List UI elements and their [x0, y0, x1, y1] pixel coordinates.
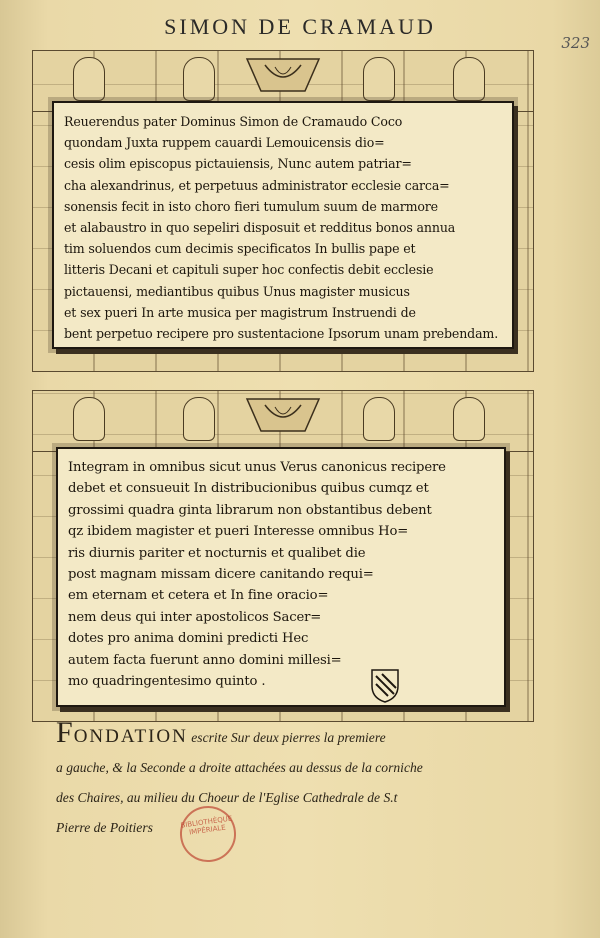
inscription-plaque-bottom: [56, 447, 506, 707]
inscription-line: sonensis fecit in isto choro fieri tumulum suum de marmore: [64, 198, 438, 214]
inscription-line: et alabaustro in quo sepeliri disposuit et redditus bonos annua: [64, 220, 456, 236]
caption-line: des Chaires, au milieu du Choeur de l'Eglise Cathedrale de S.t: [56, 790, 398, 805]
inscription-line: post magnam missam dicere canitando requi=: [68, 567, 374, 583]
page-title: SIMON DE CRAMAUD: [164, 14, 436, 39]
caption-dropcap: F: [56, 716, 74, 749]
scroll-ornament-icon: [453, 57, 485, 101]
caption: [56, 718, 526, 843]
inscription-line: nem deus qui inter apostolicos Sacer=: [68, 609, 322, 625]
inscription-line: et sex pueri In arte musica per magistrum Instruendi de: [64, 304, 416, 320]
inscription-line: grossimi quadra ginta librarum non obstantibus debent: [68, 502, 432, 518]
inscription-line: em eternam et cetera et In fine oracio=: [68, 588, 329, 604]
scroll-ornament-icon: [183, 57, 215, 101]
stamp-text: BIBLIOTHÈQUE IMPÉRIALE: [180, 814, 233, 837]
scroll-ornament-icon: [453, 397, 485, 441]
inscription-line: Reuerendus pater Dominus Simon de Cramaudo Coco: [64, 114, 403, 129]
scroll-ornament-icon: [363, 57, 395, 101]
inscription-line: tim soluendos cum decimis specificatos In bullis pape et: [64, 241, 416, 257]
inscription-line: autem facta fuerunt anno domini millesi=: [68, 652, 342, 668]
corbel-icon: [245, 55, 321, 95]
caption-line: escrite Sur deux pierres la premiere: [191, 730, 386, 745]
coat-of-arms-icon: [370, 668, 400, 704]
scroll-ornament-icon: [73, 397, 105, 441]
scroll-ornament-icon: [363, 397, 395, 441]
caption-line: Pierre de Poitiers: [56, 820, 153, 835]
inscription-line: mo quadringentesimo quinto .: [68, 674, 266, 690]
inscription-line: qz ibidem magister et pueri Interesse omnibus Ho=: [68, 524, 409, 540]
cornice-bottom: [33, 391, 533, 452]
corbel-icon: [245, 395, 321, 435]
page-number: 323: [561, 34, 590, 52]
inscription-line: cha alexandrinus, et perpetuus administrator ecclesie carca=: [64, 177, 450, 193]
inscription-text-top: [64, 111, 502, 344]
scroll-ornament-icon: [183, 397, 215, 441]
inscription-line: bent perpetuo recipere pro sustentacione Ipsorum unam prebendam.: [64, 326, 499, 342]
inscription-line: litteris Decani et capituli super hoc confectis debit ecclesie: [64, 262, 434, 278]
inscription-plaque-top: [52, 101, 514, 349]
caption-line: a gauche, & la Seconde a droite attachées au dessus de la corniche: [56, 760, 423, 775]
inscription-line: ris diurnis pariter et nocturnis et qualibet die: [68, 545, 366, 561]
scroll-ornament-icon: [73, 57, 105, 101]
caption-heading: ONDATION: [73, 726, 188, 747]
inscription-line: dotes pro anima domini predicti Hec: [68, 631, 309, 647]
inscription-line: debet et consueuit In distribucionibus quibus cumqz et: [68, 481, 429, 497]
inscription-text-bottom: [68, 457, 494, 692]
inscription-line: cesis olim episcopus pictauiensis, Nunc autem patriar=: [64, 156, 412, 172]
inscription-line: quondam Juxta ruppem cauardi Lemouicensis dio=: [64, 135, 385, 151]
inscription-line: Integram in omnibus sicut unus Verus canonicus recipere: [68, 460, 446, 475]
inscription-line: pictauensi, mediantibus quibus Unus magister musicus: [64, 283, 410, 299]
